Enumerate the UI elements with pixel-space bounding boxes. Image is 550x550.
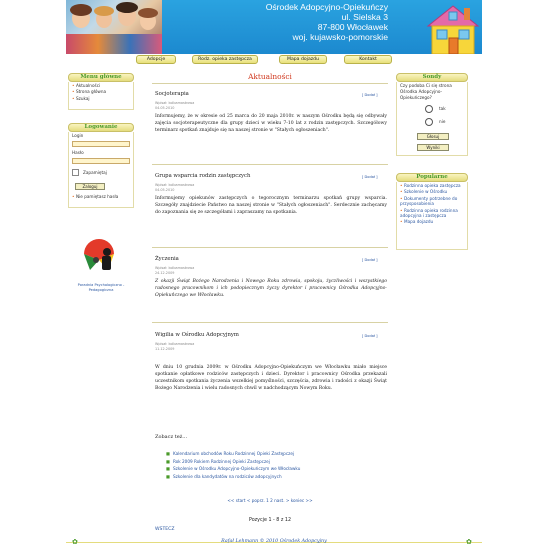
bullet-icon: ■ [166, 466, 170, 472]
password-label: Hasło [72, 150, 84, 155]
login-header: Logowanie [68, 123, 134, 132]
post-author-link[interactable]: [ Dodał ] [362, 175, 378, 179]
city: 87-800 Włocławek [317, 22, 388, 32]
nav-foster-care[interactable]: Rodz. opieka zastępcza [192, 55, 258, 64]
post-body: Informujemy opiekunów zastępczych o tegorocznym terminarzu spotkań grupy wsparcia. Szczegóły znajdziecie Państwo na naszej stronie w "Stałych ogłoszeniach". Serdecznie zachęcamy do zapoznania się ze szczegółami i zapraszamy na spotkania. [155, 196, 387, 215]
login-box [68, 132, 134, 208]
post-author-link[interactable]: [ Dodał ] [362, 258, 378, 262]
page [66, 0, 482, 550]
post-author-link[interactable]: [ Dodał ] [362, 93, 378, 97]
nav-adoption[interactable]: Adopcje [136, 55, 176, 64]
children-photo [66, 0, 162, 54]
footer-copyright: Rafał Lehmann © 2010 Ośrodek Adopcyjny [221, 539, 327, 544]
post-author-link[interactable]: [ Dodał ] [362, 334, 378, 338]
poll-option-no: nie [439, 119, 446, 124]
post-title[interactable]: Grupa wsparcia rodzin zastępczych [155, 173, 251, 179]
bullet-icon: • [72, 83, 75, 88]
list-item[interactable]: ■ Rok 2009 Rokiem Rodzinnej Opieki Zastępczej [166, 458, 270, 464]
bullet-icon: • [72, 95, 75, 101]
popular-box [396, 182, 468, 250]
bullet-icon: • [400, 183, 403, 188]
post-body: Informujemy, że w okresie od 25 marca do 20 maja 2010r. w naszym Ośrodku będą się odbywały zajęcia socjoterapeutyczne dla grupy dzieci w wieku 7-10 lat z rodzin zastępczych. Szczegółowy terminarz spotkań znajduje się na naszej stronie w "Stałych ogłoszeniach". [155, 114, 387, 133]
flower-icon: ✿ [72, 538, 78, 546]
region: woj. kujawsko-pomorskie [292, 32, 388, 42]
popular-item[interactable]: • Mapa dojazdu [400, 219, 434, 225]
see-also-heading: Zobacz też... [155, 434, 188, 440]
address-block [252, 2, 388, 42]
divider [152, 164, 388, 165]
nav-map[interactable]: Mapa dojazdu [279, 55, 327, 64]
header-banner [66, 0, 482, 54]
back-link[interactable]: WSTECZ [155, 527, 175, 532]
post-title[interactable]: Życzenia [155, 256, 179, 262]
popular-item[interactable]: • Rodzinna opieka zastępcza [400, 183, 461, 188]
popular-item[interactable]: • Dokumenty potrzebne do przysposobienia [400, 195, 458, 207]
main-menu-header: Menu główne [68, 73, 134, 82]
house-logo [424, 2, 482, 54]
flower-icon: ✿ [466, 538, 472, 546]
login-input[interactable] [72, 141, 130, 147]
vote-button[interactable]: Głosuj [417, 133, 449, 140]
post-date: 04.05.2010 [155, 106, 175, 110]
list-item[interactable]: ■ Szkolenie w Ośrodku Adopcyjno-Opiekuńczym we Włocławku [166, 466, 301, 472]
poll-box [396, 82, 468, 156]
results-button[interactable]: Wyniki [417, 144, 449, 151]
bullet-icon: • [72, 194, 75, 199]
main-menu [68, 82, 134, 110]
menu-item-news[interactable]: • Aktualności [72, 83, 101, 88]
top-navigation [66, 54, 482, 66]
see-also-list [166, 450, 386, 480]
page-title: Aktualności [248, 72, 292, 81]
post-title[interactable]: Socjoterapia [155, 91, 189, 97]
popular-item[interactable]: • Szkolenie w Ośrodku [400, 189, 448, 195]
divider [152, 247, 388, 248]
popular-header: Popularne [396, 173, 468, 182]
nav-contact[interactable]: Kontakt [344, 55, 392, 64]
post-author: Wpisał: kolbamastrowa [155, 342, 195, 346]
post-author: Wpisał: kolbamastrowa [155, 101, 195, 105]
bullet-icon: ■ [166, 473, 170, 479]
position-counter: Pozycje 1 - 8 z 12 [248, 518, 291, 523]
org-name: Ośrodek Adopcyjno-Opiekuńczy [265, 2, 388, 12]
bullet-icon: ■ [166, 451, 170, 456]
post-date: 24.12.2009 [155, 271, 175, 275]
footer [66, 538, 482, 547]
bullet-icon: • [400, 195, 403, 201]
post-body: W dniu 10 grudnia 2009r. w Ośrodku Adopcyjno-Opiekuńczym we Włocławku miało miejsce spotkanie opłatkowe rodziców zastępczych i dzieci. Dyrektor i pracownicy Ośrodka przekazali uczestnikom spotkania życzenia wszelkiej pomyślności, szczęścia, zdrowia i radości z okazji Świąt Bożego Narodzenia i wielu radosnych chwil w nadchodzącym Nowym Roku. [155, 365, 387, 391]
post-body: Z okazji Świąt Bożego Narodzenia i Nowego Roku zdrowia, spokoju, życzliwości i wszystkiego radosnego pracownikom i ich podopiecznym życzy dyrektor i pracownicy Ośrodka Adopcyjno-Opiekuńczego we Włocławku. [155, 279, 387, 298]
login-label: Login [72, 133, 84, 138]
poll-header: Sondy [396, 73, 468, 82]
bullet-icon: ■ [166, 458, 170, 464]
list-item[interactable]: ■ Szkolenie dla kandydatów na rodziców adopcyjnych [166, 473, 282, 479]
bullet-icon: • [72, 89, 75, 95]
post-title[interactable]: Wigilia w Ośrodku Adopcyjnym [155, 332, 239, 338]
password-input[interactable] [72, 158, 130, 164]
bullet-icon: • [400, 219, 403, 225]
menu-item-search[interactable]: • Szukaj [72, 95, 90, 101]
poradnia-caption[interactable]: Poradnia Psychologiczno - Pedagogiczna [77, 283, 125, 292]
post-author: Wpisał: kolbamastrowa [155, 266, 195, 270]
post-date: 04.05.2010 [155, 188, 175, 192]
remember-checkbox[interactable] [72, 169, 79, 176]
poll-option-yes: tak [439, 106, 446, 111]
divider [152, 83, 388, 84]
poradnia-logo [80, 236, 118, 276]
bullet-icon: • [400, 207, 403, 213]
forgot-password-link[interactable]: • Nie pamiętasz hasła [72, 194, 119, 199]
bullet-icon: • [400, 189, 403, 195]
popular-item[interactable]: • Rodzinna opieka rodzinna adopcyjna i zastępcza [400, 207, 458, 219]
menu-item-home[interactable]: • Strona główna [72, 89, 107, 95]
divider [152, 322, 388, 323]
pagination[interactable]: << start < poprz. 1 2 nast. > koniec >> [227, 498, 313, 503]
poll-radio-no[interactable] [425, 118, 433, 126]
list-item[interactable]: ■ Kalendarium obchodów Roku Rodzinnej Opieki Zastępczej [166, 451, 295, 456]
post-date: 11.12.2009 [155, 347, 175, 351]
remember-label: Zapamiętaj [83, 170, 107, 175]
login-button[interactable]: Zaloguj [75, 183, 105, 190]
post-author: Wpisał: kolbamastrowa [155, 183, 195, 187]
poll-radio-yes[interactable] [425, 105, 433, 113]
poll-question: Czy podoba Ci się strona Ośrodka Adopcyjno-Opiekuńczego? [400, 83, 452, 100]
street: ul. Sielska 3 [341, 12, 388, 22]
